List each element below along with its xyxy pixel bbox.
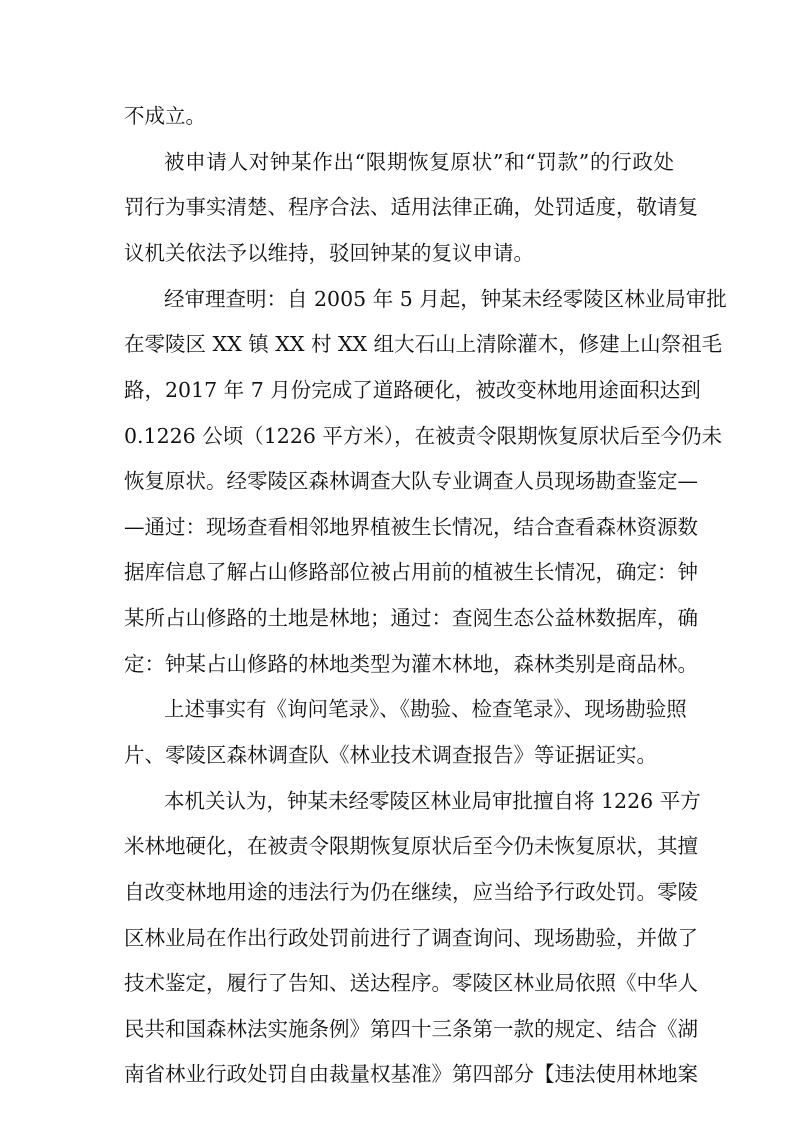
text-line: 定：钟某占山修路的林地类型为灌木林地，森林类别是商品林。 xyxy=(124,652,698,676)
text-line: 恢复原状。经零陵区森林调查大队专业调查人员现场勘查鉴定— xyxy=(124,469,698,493)
text-line: 某所占山修路的土地是林地；通过：查阅生态公益林数据库，确 xyxy=(124,606,698,630)
paragraph-first-line: 被申请人对钟某作出“限期恢复原状”和“罚款”的行政处 xyxy=(164,150,674,174)
text-line: 罚行为事实清楚、程序合法、适用法律正确，处罚适度，敬请复 xyxy=(124,195,698,219)
text-line: 米林地硬化，在被责令限期恢复原状后至今仍未恢复原状，其擅 xyxy=(124,834,698,858)
paragraph-first-line: 上述事实有《询问笔录》、《勘验、检查笔录》、现场勘验照 xyxy=(164,697,687,721)
paragraph-first-line: 经审理查明：自 2005 年 5 月起，钟某未经零陵区林业局审批 xyxy=(164,287,727,311)
text-line: —通过：现场查看相邻地界植被生长情况，结合查看森林资源数 xyxy=(124,515,698,539)
text-line: 南省林业行政处罚自由裁量权基准》第四部分【违法使用林地案 xyxy=(124,1062,698,1086)
text-line: 不成立。 xyxy=(124,104,206,128)
text-line: 路，2017 年 7 月份完成了道路硬化，被改变林地用途面积达到 xyxy=(124,378,701,402)
text-line: 片、零陵区森林调查队《林业技术调查报告》等证据证实。 xyxy=(124,743,657,767)
text-line: 技术鉴定，履行了告知、送达程序。零陵区林业局依照《中华人 xyxy=(124,971,698,995)
text-line: 区林业局在作出行政处罚前进行了调查询问、现场勘验，并做了 xyxy=(124,926,698,950)
paragraph-first-line: 本机关认为，钟某未经零陵区林业局审批擅自将 1226 平方 xyxy=(164,789,701,813)
text-line: 0.1226 公顷（1226 平方米），在被责令限期恢复原状后至今仍未 xyxy=(124,424,723,448)
text-line: 自改变林地用途的违法行为仍在继续，应当给予行政处罚。零陵 xyxy=(124,880,698,904)
text-line: 在零陵区 XX 镇 XX 村 XX 组大石山上清除灌木，修建上山祭祖毛 xyxy=(124,332,723,356)
text-line: 据库信息了解占山修路部位被占用前的植被生长情况，确定：钟 xyxy=(124,560,698,584)
text-line: 民共和国森林法实施条例》第四十三条第一款的规定、结合《湖 xyxy=(124,1017,698,1041)
text-line: 议机关依法予以维持，驳回钟某的复议申请。 xyxy=(124,241,534,265)
